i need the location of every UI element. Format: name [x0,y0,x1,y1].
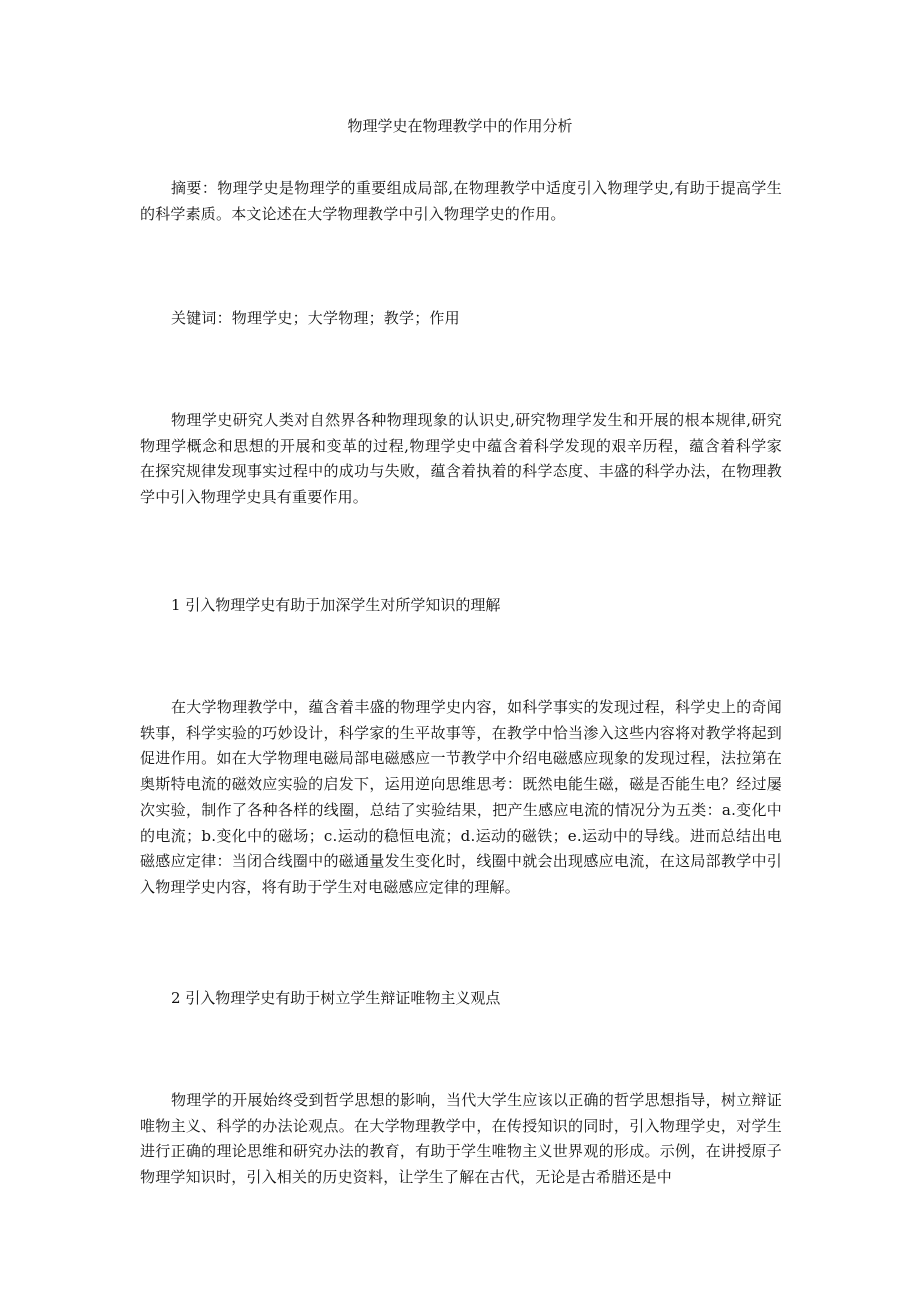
document-title: 物理学史在物理教学中的作用分析 [347,117,573,135]
section-1-heading: 1 引入物理学史有助于加深学生对所学知识的理解 [171,596,501,614]
keywords-paragraph: 关键词：物理学史；大学物理；教学；作用 [171,309,460,327]
intro-paragraph: 物理学史研究人类对自然界各种物理现象的认识史,研究物理学发生和开展的根本规律,研究物理学概念和思想的开展和变革的过程,物理学史中蕴含着科学发现的艰辛历程，蕴含着科学家在探究规律发现事实过程中的成功与失败，蕴含着执着的科学态度、丰盛的科学办法，在物理教学中引入物理学史具有重要作用。 [140,411,782,507]
abstract-paragraph: 摘要：物理学史是物理学的重要组成局部,在物理教学中适度引入物理学史,有助于提高学生的科学素质。本文论述在大学物理教学中引入物理学史的作用。 [140,179,782,223]
section-2-heading: 2 引入物理学史有助于树立学生辩证唯物主义观点 [171,989,501,1007]
section-2-paragraph: 物理学的开展始终受到哲学思想的影响，当代大学生应该以正确的哲学思想指导，树立辩证唯物主义、科学的办法论观点。在大学物理教学中，在传授知识的同时，引入物理学史，对学生进行正确的理论思维和研究办法的教育，有助于学生唯物主义世界观的形成。示例，在讲授原子物理学知识时，引入相关的历史资料，让学生了解在古代，无论是古希腊还是中 [140,1091,782,1187]
section-1-paragraph: 在大学物理教学中，蕴含着丰盛的物理学史内容，如科学事实的发现过程，科学史上的奇闻轶事，科学实验的巧妙设计，科学家的生平故事等，在教学中恰当渗入这些内容将对教学将起到促进作用。如在大学物理电磁局部电磁感应一节教学中介绍电磁感应现象的发现过程，法拉第在奥斯特电流的磁效应实验的启发下，运用逆向思维思考：既然电能生磁，磁是否能生电？经过屡次实验，制作了各种各样的线圈，总结了实验结果，把产生感应电流的情况分为五类：a.变化中的电流；b.变化中的磁场；c.运动的稳恒电流；d.运动的磁铁；e.运动中的导线。进而总结出电磁感应定律：当闭合线圈中的磁通量发生变化时，线圈中就会出现感应电流，在这局部教学中引入物理学史内容，将有助于学生对电磁感应定律的理解。 [140,698,782,896]
